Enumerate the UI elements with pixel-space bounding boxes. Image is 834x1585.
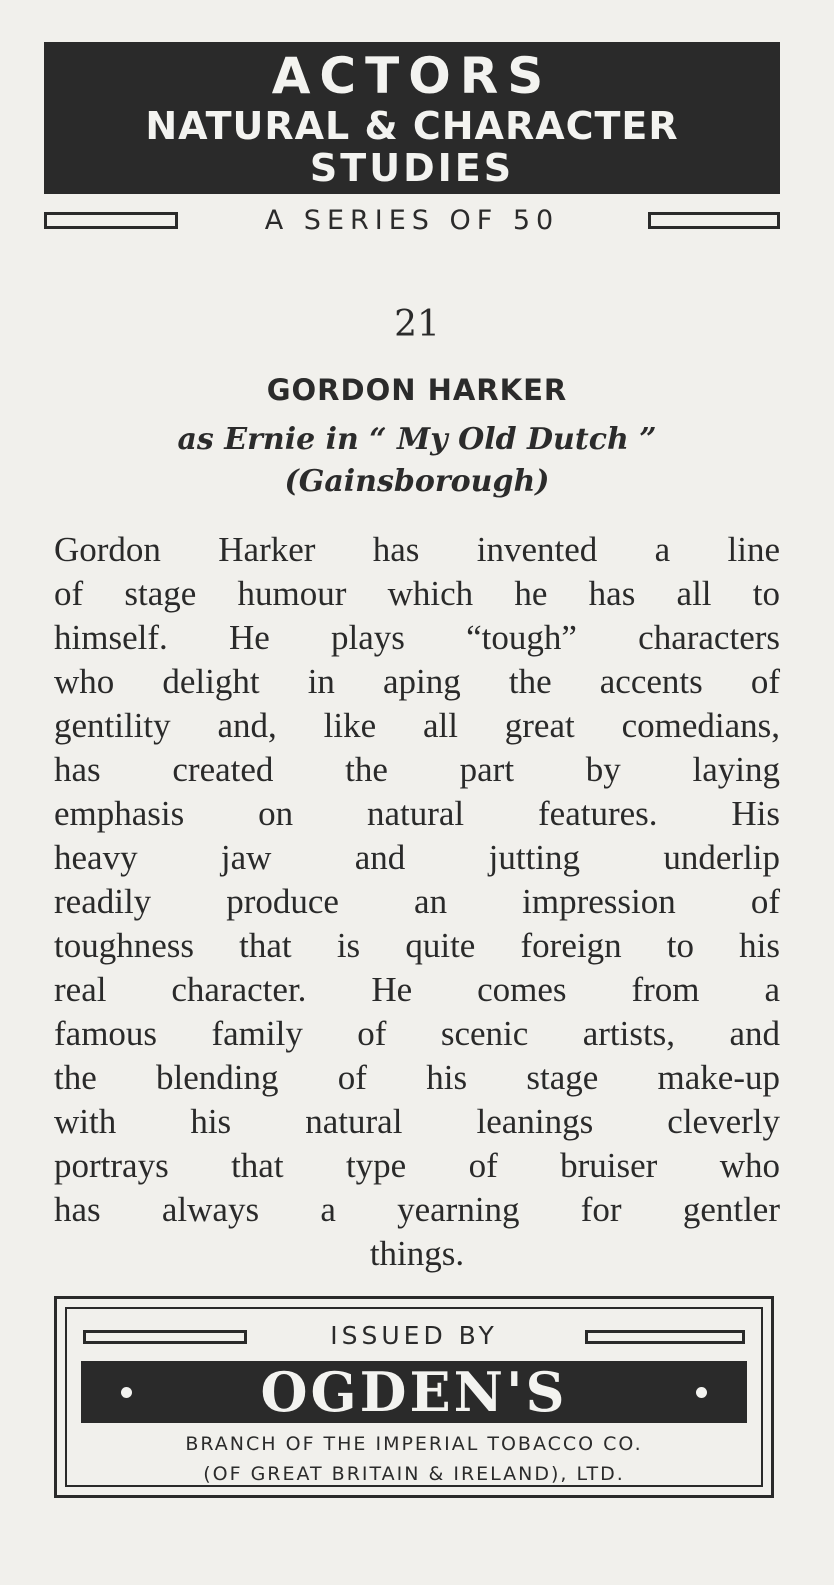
- brand-band: [81, 1361, 747, 1423]
- biography-line: real character. He comes from a: [54, 970, 780, 1009]
- biography-line: has created the part by laying: [54, 750, 780, 789]
- issuer-inner-frame: [65, 1307, 763, 1487]
- biography-line: the blending of his stage make-up: [54, 1058, 780, 1097]
- series-title-line-2: NATURAL & CHARACTER: [145, 104, 679, 148]
- decorative-bar-right: [648, 212, 780, 229]
- biography-line: of stage humour which he has all to: [54, 574, 780, 613]
- studio-caption: (Gainsborough): [284, 464, 550, 499]
- biography-line: famous family of scenic artists, and: [54, 1014, 780, 1053]
- biography-line: heavy jaw and jutting underlip: [54, 838, 780, 877]
- biography-text: [54, 528, 780, 1276]
- biography-line: himself. He plays “tough” characters: [54, 618, 780, 657]
- biography-line: toughness that is quite foreign to his: [54, 926, 780, 965]
- biography-line: Gordon Harker has invented a line: [54, 530, 780, 569]
- series-count: A SERIES OF 50: [264, 205, 560, 236]
- role-caption: as Ernie in “ My Old Dutch ”: [177, 422, 657, 457]
- issued-by-row: [83, 1319, 745, 1353]
- biography-line: has always a yearning for gentler: [54, 1190, 780, 1229]
- series-count-row: [44, 204, 780, 240]
- biography-line: emphasis on natural features. His: [54, 794, 780, 833]
- actor-name: GORDON HARKER: [266, 373, 568, 407]
- series-title-line-3: STUDIES: [309, 146, 515, 190]
- company-line-2: (OF GREAT BRITAIN & IRELAND), LTD.: [203, 1463, 625, 1485]
- biography-line: with his natural leanings cleverly: [54, 1102, 780, 1141]
- dot-ornament-right: [696, 1387, 707, 1398]
- brand-name: OGDEN'S: [260, 1360, 568, 1424]
- decorative-bar-left: [44, 212, 178, 229]
- biography-line: readily produce an impression of: [54, 882, 780, 921]
- issuer-panel: [54, 1296, 774, 1498]
- series-title-block: [44, 42, 780, 194]
- biography-line: gentility and, like all great comedians,: [54, 706, 780, 745]
- card-number: 21: [394, 304, 440, 345]
- company-line-1: BRANCH OF THE IMPERIAL TOBACCO CO.: [185, 1433, 643, 1455]
- series-title-line-1: ACTORS: [271, 47, 553, 105]
- biography-line: portrays that type of bruiser who: [54, 1146, 780, 1185]
- biography-line: things.: [369, 1234, 465, 1273]
- issued-by-label: ISSUED BY: [330, 1321, 498, 1350]
- decorative-bar-right: [585, 1330, 745, 1344]
- biography-line: who delight in aping the accents of: [54, 662, 780, 701]
